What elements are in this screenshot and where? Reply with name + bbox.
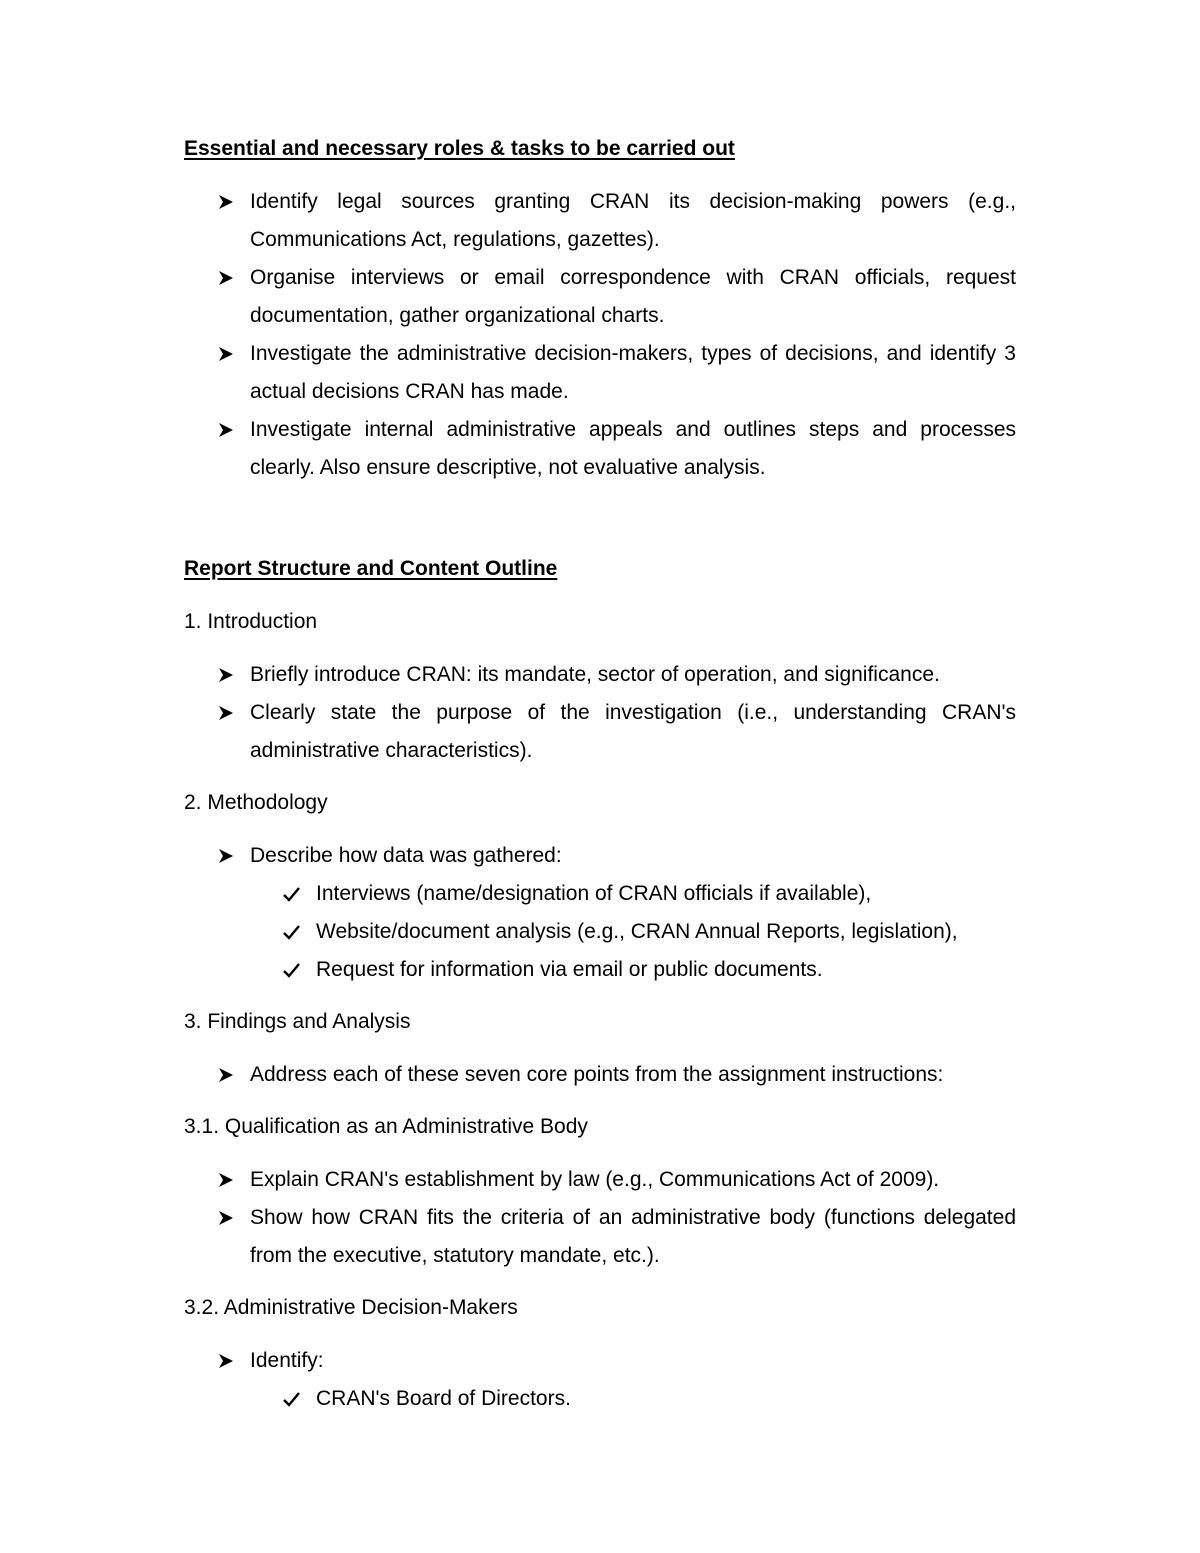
list-item: [250, 1056, 1016, 1094]
checkmark-bullet-icon: [283, 913, 303, 951]
list-item-text: Explain CRAN's establishment by law (e.g., Communications Act of 2009).: [250, 1168, 940, 1191]
arrowhead-bullet-icon: [218, 411, 238, 449]
list-item-text: Identify:: [250, 1349, 324, 1372]
checkmark-bullet-icon: [283, 951, 303, 989]
arrowhead-bullet-icon: [218, 1161, 238, 1199]
sublist-item-text: Request for information via email or public documents.: [316, 958, 823, 981]
sublist-item-text: Website/document analysis (e.g., CRAN Annual Reports, legislation),: [316, 920, 958, 943]
list-item-text: Clearly state the purpose of the investigation (i.e., understanding CRAN's administrative characteristics).: [250, 701, 1016, 762]
subsection-title-introduction: 1. Introduction: [184, 610, 318, 633]
sublist-item: [316, 875, 1016, 913]
arrowhead-bullet-icon: [218, 259, 238, 297]
arrowhead-bullet-icon: [218, 1056, 238, 1094]
list-item: [250, 259, 1016, 335]
decision-makers-list: [184, 1342, 1016, 1418]
sublist-item-text: CRAN's Board of Directors.: [316, 1387, 571, 1410]
qualification-list: [184, 1161, 1016, 1275]
checkmark-bullet-icon: [283, 875, 303, 913]
roles-list: [184, 183, 1016, 487]
section-heading-report-structure: Report Structure and Content Outline: [184, 557, 558, 580]
arrowhead-bullet-icon: [218, 1199, 238, 1237]
arrowhead-bullet-icon: [218, 656, 238, 694]
methodology-sublist: [250, 875, 1016, 989]
arrowhead-bullet-icon: [218, 335, 238, 373]
list-item-text: Describe how data was gathered:: [250, 844, 562, 867]
arrowhead-bullet-icon: [218, 694, 238, 732]
list-item: [250, 1342, 1016, 1418]
decision-makers-sublist: [250, 1380, 1016, 1418]
list-item-text: Address each of these seven core points from the assignment instructions:: [250, 1063, 944, 1086]
list-item-text: Investigate internal administrative appeals and outlines steps and processes clearly. Also ensure descriptive, not evaluative analysis.: [250, 418, 1016, 479]
list-item: [250, 183, 1016, 259]
list-item: [250, 837, 1016, 989]
list-item: [250, 656, 1016, 694]
sublist-item: [316, 951, 1016, 989]
sublist-item-text: Interviews (name/designation of CRAN officials if available),: [316, 882, 872, 905]
sublist-item: [316, 1380, 1016, 1418]
subsection-title-decision-makers: 3.2. Administrative Decision-Makers: [184, 1296, 518, 1319]
list-item: [250, 335, 1016, 411]
list-item-text: Identify legal sources granting CRAN its decision-making powers (e.g., Communications Act, regulations, gazettes).: [250, 190, 1016, 251]
list-item: [250, 1199, 1016, 1275]
subsection-title-methodology: 2. Methodology: [184, 791, 328, 814]
list-item-text: Briefly introduce CRAN: its mandate, sector of operation, and significance.: [250, 663, 940, 686]
sublist-item: [316, 913, 1016, 951]
list-item-text: Show how CRAN fits the criteria of an administrative body (functions delegated from the executive, statutory mandate, etc.).: [250, 1206, 1016, 1267]
list-item-text: Investigate the administrative decision-makers, types of decisions, and identify 3 actual decisions CRAN has made.: [250, 342, 1016, 403]
arrowhead-bullet-icon: [218, 183, 238, 221]
section-heading-roles: Essential and necessary roles & tasks to be carried out: [184, 137, 735, 160]
arrowhead-bullet-icon: [218, 837, 238, 875]
list-item: [250, 411, 1016, 487]
list-item: [250, 1161, 1016, 1199]
document-content: [184, 130, 1016, 1418]
checkmark-bullet-icon: [283, 1380, 303, 1418]
methodology-list: [184, 837, 1016, 989]
list-item-text: Organise interviews or email correspondence with CRAN officials, request documentation, gather organizational charts.: [250, 266, 1016, 327]
subsection-title-findings: 3. Findings and Analysis: [184, 1010, 411, 1033]
subsection-title-qualification: 3.1. Qualification as an Administrative Body: [184, 1115, 588, 1138]
arrowhead-bullet-icon: [218, 1342, 238, 1380]
introduction-list: [184, 656, 1016, 770]
list-item: [250, 694, 1016, 770]
findings-list: [184, 1056, 1016, 1094]
